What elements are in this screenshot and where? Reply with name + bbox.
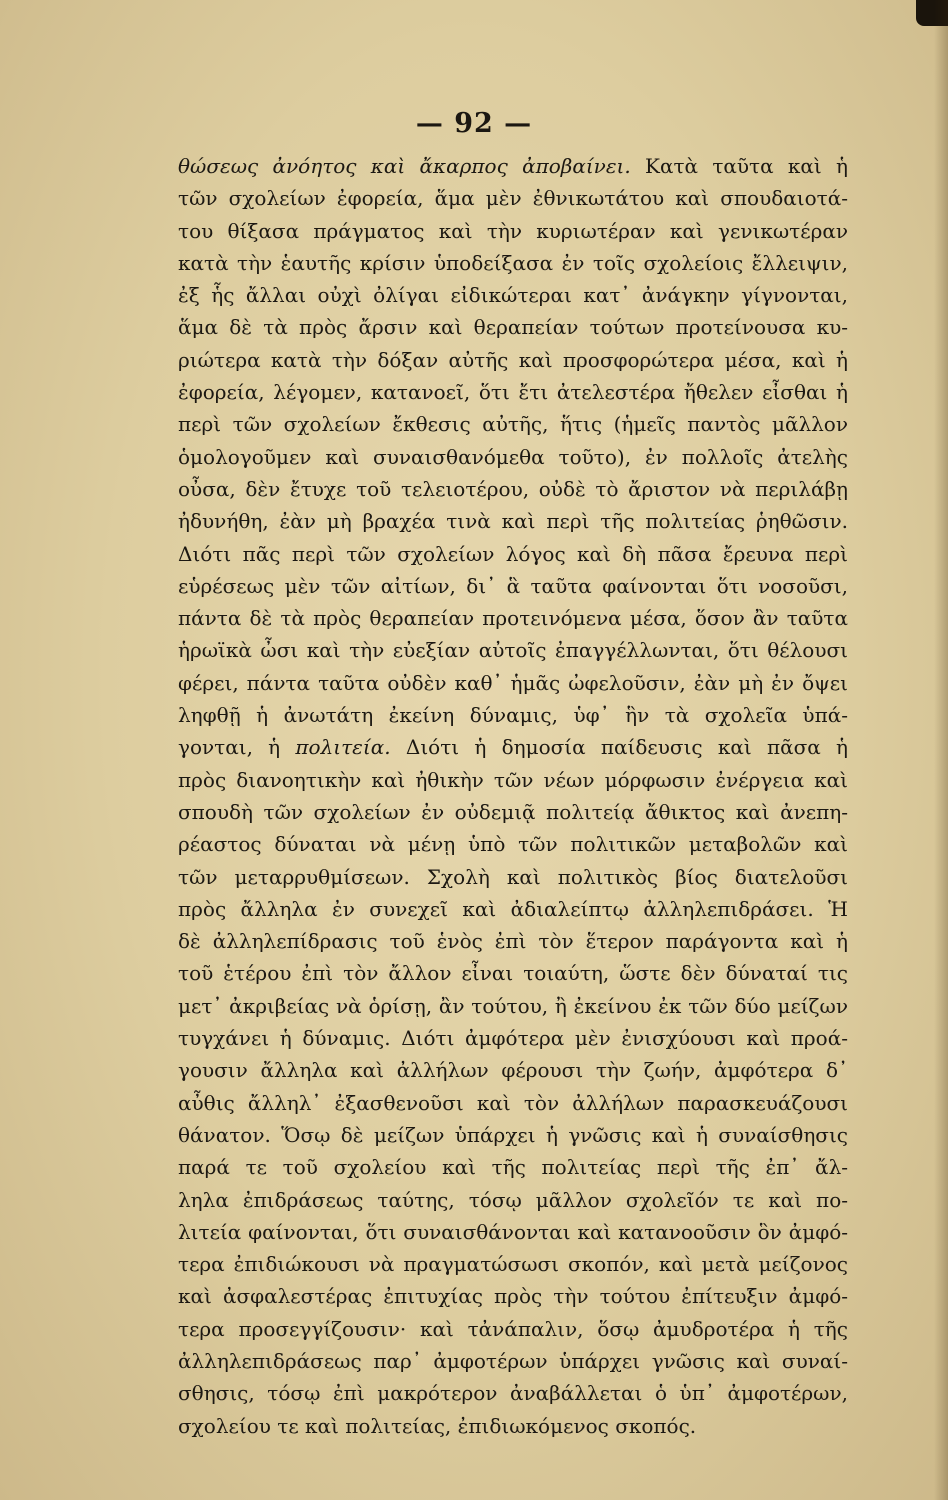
text-span: ἠδυνήθη, ἐὰν μὴ βραχέα τινὰ καὶ περὶ τῆς πολιτείας ῥηθῶσιν. (178, 509, 848, 534)
page-edge-shadow (934, 0, 948, 1500)
text-span: γουσιν ἄλληλα καὶ ἀλλήλων φέρουσι τὴν ζωήν, ἀμφότερα δ᾽ (178, 1058, 848, 1083)
text-span: ἀλληλεπιδράσεως παρ᾽ ἀμφοτέρων ὑπάρχει γνῶσις καὶ συναί- (178, 1348, 848, 1373)
text-line (178, 441, 848, 473)
text-span: κατὰ τὴν ἑαυτῆς κρίσιν ὑποδείξασα ἐν τοῖς σχολείοις ἔλλειψιν, (178, 250, 848, 275)
text-span: πρὸς διανοητικὴν καὶ ἠθικὴν τῶν νέων μόρφωσιν ἐνέργεια καὶ (178, 767, 848, 792)
text-span: γονται, ἡ (178, 735, 296, 760)
text-line (178, 344, 848, 376)
text-span: καὶ ἀσφαλεστέρας ἐπιτυχίας πρὸς τὴν τούτου ἐπίτευξιν ἀμφό- (178, 1284, 848, 1309)
text-span: ὁμολογοῦμεν καὶ συναισθανόμεθα τοῦτο), ἐν πολλοῖς ἀτελὴς (178, 444, 848, 469)
text-line (178, 279, 848, 311)
text-span: του θίξασα πράγματος καὶ τὴν κυριωτέραν καὶ γενικωτέραν (178, 218, 848, 243)
text-line (178, 247, 848, 279)
text-line (178, 1248, 848, 1280)
text-span: ἅμα δὲ τὰ πρὸς ἄρσιν καὶ θεραπείαν τούτων προτείνουσα κυ- (178, 315, 848, 340)
text-span: ληλα ἐπιδράσεως ταύτης, τόσῳ μᾶλλον σχολεῖόν τε καὶ πο- (178, 1187, 848, 1212)
text-span: τῶν μεταρρυθμίσεων. Σχολὴ καὶ πολιτικὸς βίος διατελοῦσι (178, 864, 848, 889)
text-line (178, 570, 848, 602)
text-span: σχολείου τε καὶ πολιτείας, ἐπιδιωκόμενος σκοπός. (178, 1413, 697, 1438)
text-span: παρά τε τοῦ σχολείου καὶ τῆς πολιτείας περὶ τῆς ἐπ᾽ ἄλ- (178, 1155, 848, 1180)
text-line (178, 1280, 848, 1312)
text-span: λιτεία φαίνονται, ὅτι συναισθάνονται καὶ κατανοοῦσιν ὃν ἀμφό- (178, 1219, 848, 1244)
text-span: τῶν σχολείων ἐφορεία, ἅμα μὲν ἐθνικωτάτου καὶ σπουδαιοτά- (178, 186, 848, 211)
text-span: σπουδὴ τῶν σχολείων ἐν οὐδεμιᾷ πολιτείᾳ ἄθικτος καὶ ἀνεπη- (178, 799, 848, 824)
text-line (178, 215, 848, 247)
text-line (178, 667, 848, 699)
text-span: δὲ ἀλληλεπίδρασις τοῦ ἑνὸς ἐπὶ τὸν ἕτερον παράγοντα καὶ ἡ (178, 929, 848, 954)
text-line (178, 861, 848, 893)
text-line (178, 957, 848, 989)
text-line (178, 1377, 848, 1409)
text-span: πρὸς ἄλληλα ἐν συνεχεῖ καὶ ἀδιαλείπτῳ ἀλληλεπιδράσει. Ἡ (178, 896, 848, 921)
text-span: πάντα δὲ τὰ πρὸς θεραπείαν προτεινόμενα μέσα, ὅσον ἂν ταῦτα (178, 606, 848, 631)
text-span: τυγχάνει ἡ δύναμις. Διότι ἀμφότερα μὲν ἐνισχύουσι καὶ προά- (178, 1026, 848, 1051)
text-line (178, 925, 848, 957)
text-line (178, 1054, 848, 1086)
text-line (178, 376, 848, 408)
text-span: ριώτερα κατὰ τὴν δόξαν αὐτῆς καὶ προσφορώτερα μέσα, καὶ ἡ (178, 347, 848, 372)
text-line (178, 538, 848, 570)
text-span: σθησις, τόσῳ ἐπὶ μακρότερον ἀναβάλλεται ὁ ὑπ᾽ ἀμφοτέρων, (178, 1381, 848, 1406)
text-line (178, 1184, 848, 1216)
text-line (178, 602, 848, 634)
text-span: Διότι ἡ δημοσία παίδευσις καὶ πᾶσα ἡ (390, 735, 848, 760)
text-span: ληφθῇ ἡ ἀνωτάτη ἐκείνη δύναμις, ὑφ᾽ ἣν τὰ σχολεῖα ὑπά- (178, 703, 848, 728)
body-text (178, 150, 848, 1442)
text-line (178, 408, 848, 440)
text-line (178, 1119, 848, 1151)
text-line (178, 731, 848, 763)
italic-text-span: πολιτεία. (295, 735, 391, 760)
text-line (178, 634, 848, 666)
text-line (178, 150, 848, 182)
text-line (178, 893, 848, 925)
text-line (178, 764, 848, 796)
text-line (178, 1345, 848, 1377)
text-span: ἐξ ἧς ἄλλαι οὐχὶ ὀλίγαι εἰδικώτεραι κατ᾽ ἀνάγκην γίγνονται, (178, 283, 848, 308)
text-span: αὖθις ἄλληλ᾽ ἐξασθενοῦσι καὶ τὸν ἀλλήλων παρασκευάζουσι (178, 1090, 848, 1115)
text-span: τερα προσεγγίζουσιν· καὶ τἀνάπαλιν, ὅσῳ ἀμυδροτέρα ἡ τῆς (178, 1316, 848, 1341)
text-span: οὖσα, δὲν ἔτυχε τοῦ τελειοτέρου, οὐδὲ τὸ ἄριστον νὰ περιλάβῃ (178, 476, 848, 501)
text-line (178, 505, 848, 537)
text-line (178, 699, 848, 731)
text-line (178, 828, 848, 860)
text-span: ἐφορεία, λέγομεν, κατανοεῖ, ὅτι ἔτι ἀτελεστέρα ἤθελεν εἶσθαι ἡ (178, 380, 848, 405)
text-line (178, 1151, 848, 1183)
text-line (178, 1216, 848, 1248)
text-line (178, 311, 848, 343)
text-span: Διότι πᾶς περὶ τῶν σχολείων λόγος καὶ δὴ πᾶσα ἔρευνα περὶ (178, 541, 848, 566)
text-span: Κατὰ ταῦτα καὶ ἡ (630, 154, 848, 178)
text-line (178, 1410, 848, 1442)
text-span: θάνατον. Ὅσῳ δὲ μείζων ὑπάρχει ἡ γνῶσις καὶ ἡ συναίσθησις (178, 1122, 848, 1147)
text-span: τερα ἐπιδιώκουσι νὰ πραγματώσωσι σκοπόν, καὶ μετὰ μείζονος (178, 1252, 848, 1277)
italic-text-span: θώσεως ἀνόητος καὶ ἄκαρπος ἀποβαίνει. (178, 154, 631, 178)
text-line (178, 1022, 848, 1054)
text-span: περὶ τῶν σχολείων ἔκθεσις αὐτῆς, ἥτις (ἡμεῖς παντὸς μᾶλλον (178, 412, 848, 437)
text-line (178, 182, 848, 214)
text-span: εὑρέσεως μὲν τῶν αἰτίων, δι᾽ ἃ ταῦτα φαίνονται ὅτι νοσοῦσι, (178, 573, 848, 598)
text-line (178, 1313, 848, 1345)
text-line (178, 796, 848, 828)
page-number: — 92 — (415, 108, 533, 139)
text-span: ἡρωϊκὰ ὦσι καὶ τὴν εὐεξίαν αὐτοῖς ἐπαγγέλλωνται, ὅτι θέλουσι (178, 638, 848, 663)
text-line (178, 1087, 848, 1119)
text-span: φέρει, πάντα ταῦτα οὐδὲν καθ᾽ ἡμᾶς ὠφελοῦσιν, ἐὰν μὴ ἐν ὄψει (178, 670, 848, 695)
text-span: τοῦ ἑτέρου ἐπὶ τὸν ἄλλον εἶναι τοιαύτη, ὥστε δὲν δύναταί τις (178, 961, 848, 986)
text-span: μετ᾽ ἀκριβείας νὰ ὁρίσῃ, ἂν τούτου, ἢ ἐκείνου ἐκ τῶν δύο μείζων (178, 993, 848, 1018)
text-span: ρέαστος δύναται νὰ μένῃ ὑπὸ τῶν πολιτικῶν μεταβολῶν καὶ (178, 832, 848, 857)
text-line (178, 990, 848, 1022)
text-line (178, 473, 848, 505)
